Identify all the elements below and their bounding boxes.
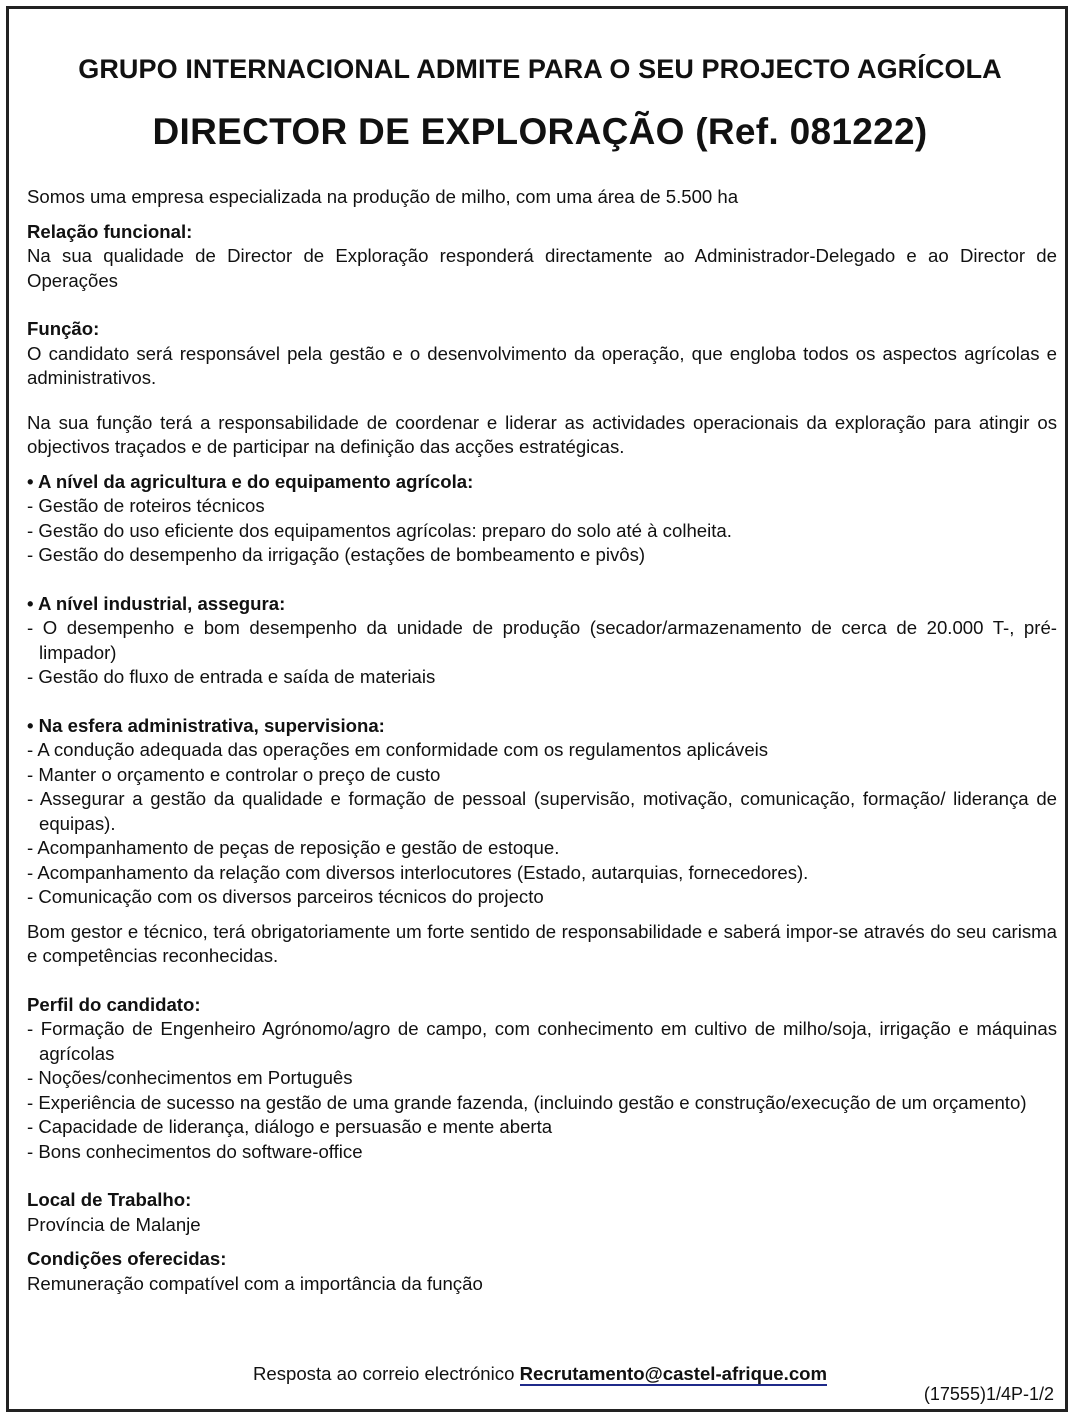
ad-kicker: GRUPO INTERNACIONAL ADMITE PARA O SEU PROJECTO AGRÍCOLA: [78, 54, 1002, 84]
relacao-text: Na sua qualidade de Director de Exploração responderá directamente ao Administrador-Delegado e ao Director de Operações: [27, 245, 1057, 291]
response-line: [0, 1363, 1080, 1385]
list-item: - Gestão do uso eficiente dos equipamentos agrícolas: preparo do solo até à colheita.: [27, 519, 732, 541]
list-item: - Gestão do fluxo de entrada e saída de materiais: [27, 666, 436, 687]
ad-reference: (17555)1/4P-1/2: [923, 1384, 1054, 1404]
funcao-text-2: Na sua função terá a responsabilidade de coordenar e liderar as actividades operacionais da exploração para atingir os objectivos traçados e de participar na definição das acções estratégicas.: [27, 411, 1057, 457]
list-item: - Gestão de roteiros técnicos: [27, 495, 265, 516]
agricultura-heading: • A nível da agricultura e do equipamento agrícola:: [27, 470, 474, 492]
industrial-heading: • A nível industrial, assegura:: [27, 592, 286, 614]
list-item: - Manter o orçamento e controlar o preço de custo: [27, 763, 441, 785]
list-item: - Assegurar a gestão da qualidade e formação de pessoal (supervisão, motivação, comunicação, formação/ liderança de equipas).: [27, 788, 1057, 834]
intro-text: Somos uma empresa especializada na produção de milho, com uma área de 5.500 ha: [27, 186, 739, 207]
relacao-heading: Relação funcional:: [27, 220, 193, 242]
list-item: - Experiência de sucesso na gestão de uma grande fazenda, (incluindo gestão e construção/execução de um orçamento): [27, 1091, 1027, 1113]
local-text: Província de Malanje: [27, 1213, 201, 1235]
local-heading: Local de Trabalho:: [27, 1189, 192, 1210]
list-item: - Formação de Engenheiro Agrónomo/agro de campo, com conhecimento em cultivo de milho/soja, irrigação e máquinas agrícolas: [27, 1018, 1057, 1064]
list-item: - Capacidade de liderança, diálogo e persuasão e mente aberta: [27, 1116, 553, 1137]
list-item: - O desempenho e bom desempenho da unidade de produção (secador/armazenamento de cerca de 20.000 T-, pré-limpador): [27, 617, 1057, 663]
list-item: - Comunicação com os diversos parceiros técnicos do projecto: [27, 886, 544, 907]
funcao-text-1: O candidato será responsável pela gestão e o desenvolvimento da operação, que engloba todos os aspectos agrícolas e administrativos.: [27, 342, 1057, 388]
condicoes-text: Remuneração compatível com a importância da função: [27, 1272, 483, 1294]
gestor-text: Bom gestor e técnico, terá obrigatoriamente um forte sentido de responsabilidade e saberá impor-se através do seu carisma e competências reconhecidas.: [27, 920, 1057, 966]
list-item: - Noções/conhecimentos em Português: [27, 1067, 353, 1088]
list-item: - Gestão do desempenho da irrigação (estações de bombeamento e pivôs): [27, 544, 646, 565]
administrativa-heading: • Na esfera administrativa, supervisiona:: [27, 714, 385, 736]
response-text: Resposta ao correio electrónico: [252, 1363, 515, 1384]
list-item: - Bons conhecimentos do software-office: [27, 1140, 363, 1162]
condicoes-heading: Condições oferecidas:: [27, 1248, 227, 1269]
ad-body: [27, 185, 1057, 1296]
list-item: - Acompanhamento da relação com diversos interlocutores (Estado, autarquias, fornecedores).: [27, 861, 809, 883]
job-title: DIRECTOR DE EXPLORAÇÃO (Ref. 081222): [152, 111, 928, 152]
perfil-heading: Perfil do candidato:: [27, 993, 201, 1015]
list-item: - A condução adequada das operações em conformidade com os regulamentos aplicáveis: [27, 739, 769, 760]
funcao-heading: Função:: [27, 318, 100, 339]
list-item: - Acompanhamento de peças de reposição e gestão de estoque.: [27, 837, 560, 858]
email-link[interactable]: Recrutamento@castel-afrique.com: [519, 1363, 828, 1384]
